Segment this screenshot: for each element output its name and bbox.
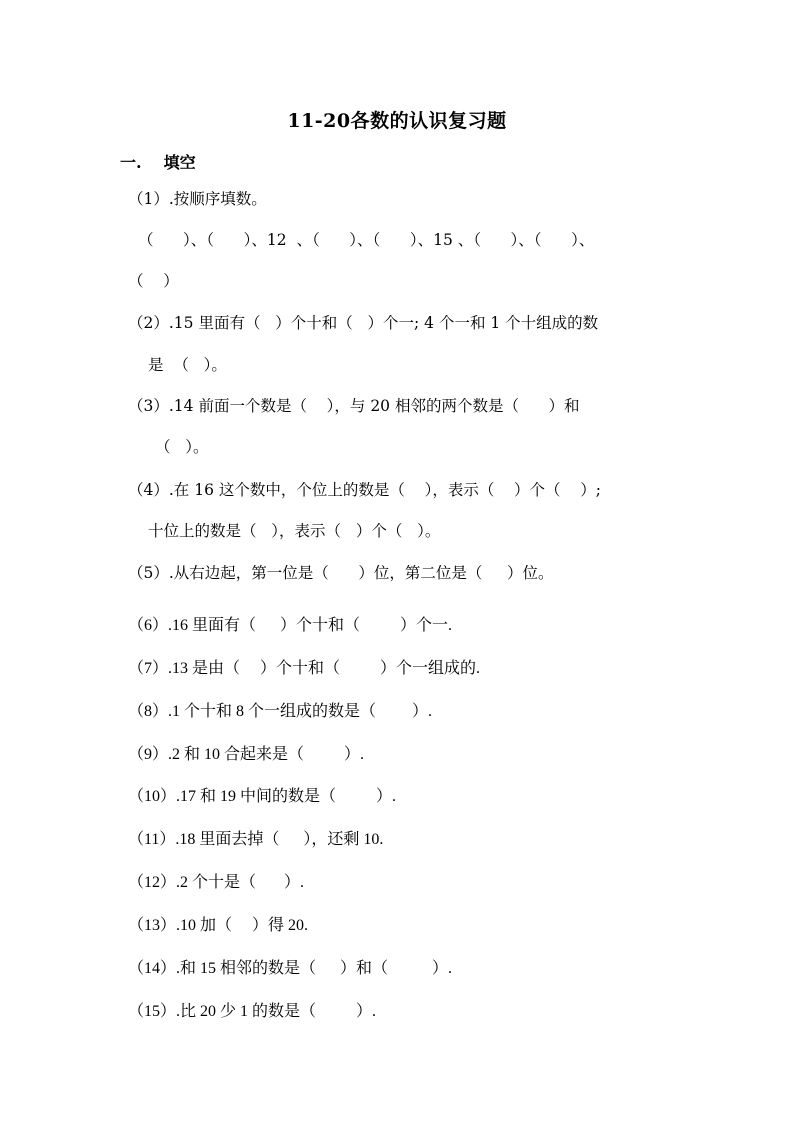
question-line: （6）.16 里面有（ ）个十和（ ）个一. — [128, 617, 453, 634]
page-title: 11-20各数的认识复习题 — [287, 110, 507, 132]
question-line: （ ）。 — [155, 438, 209, 456]
section-number: 一. — [120, 153, 142, 172]
question-line: （1）.按顺序填数。 — [128, 190, 267, 208]
question-line: （4）.在 16 这个数中，个位上的数是（ ），表示（ ）个（ ）; — [128, 481, 601, 499]
question-line: （3）.14 前面一个数是（ ），与 20 相邻的两个数是（ ）和 — [128, 397, 580, 415]
question-line: （13）.10 加（ ）得 20. — [128, 917, 309, 934]
question-line: （ ）、（ ）、12 、（ ）、（ ）、15 、（ ）、（ ）、 — [138, 231, 595, 249]
question-line: （11）.18 里面去掉（ ），还剩 10. — [128, 831, 384, 848]
question-line: （2）.15 里面有（ ）个十和（ ）个一; 4 个一和 1 个十组成的数 — [128, 314, 599, 332]
question-line: 是 （ ）。 — [148, 356, 227, 374]
question-line: （15）.比 20 少 1 的数是（ ）. — [128, 1003, 377, 1020]
question-line: （5）.从右边起，第一位是（ ）位，第二位是（ ）位。 — [128, 564, 554, 582]
question-line: （ ） — [128, 272, 179, 290]
question-line: （12）.2 个十是（ ）. — [128, 874, 305, 891]
question-line: （8）.1 个十和 8 个一组成的数是（ ）. — [128, 703, 433, 720]
question-line: 十位上的数是（ ），表示（ ）个（ ）。 — [148, 522, 441, 540]
question-line: （10）.17 和 19 中间的数是（ ）. — [128, 788, 397, 805]
section-heading — [120, 150, 196, 173]
question-line: （9）.2 和 10 合起来是（ ）. — [128, 746, 365, 763]
question-line: （14）.和 15 相邻的数是（ ）和（ ）. — [128, 960, 453, 977]
section-label: 填空 — [163, 153, 196, 172]
question-line: （7）.13 是由（ ）个十和（ ）个一组成的. — [128, 660, 481, 677]
